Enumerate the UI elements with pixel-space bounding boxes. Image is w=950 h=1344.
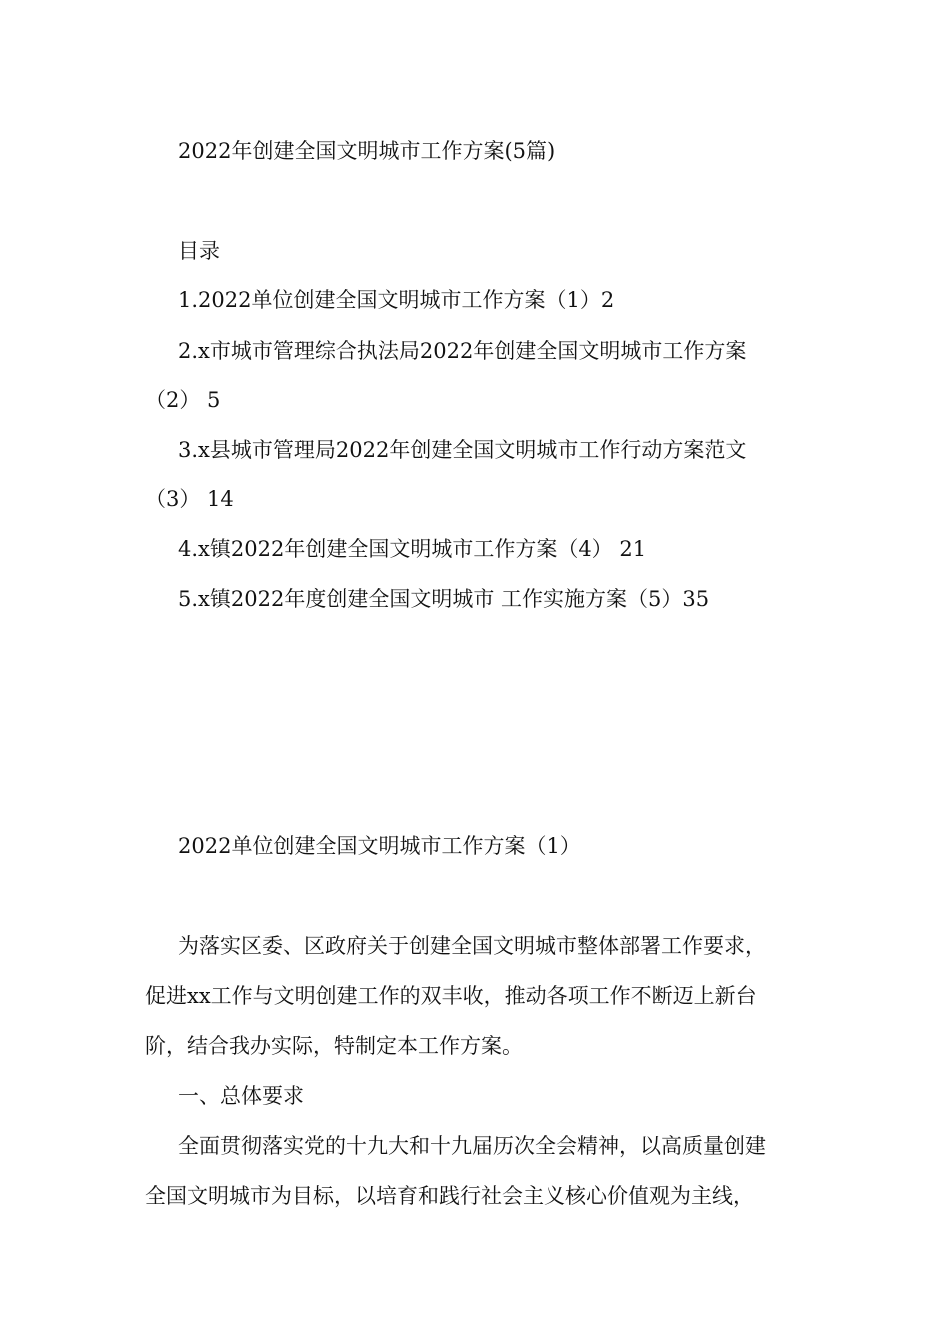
toc-item-1: 1.2022单位创建全国文明城市工作方案（1）2 — [178, 288, 615, 312]
toc-item-2: 2.x市城市管理综合执法局2022年创建全国文明城市工作方案 — [178, 339, 747, 363]
paragraph-line: 全国文明城市为目标，以培育和践行社会主义核心价值观为主线， — [145, 1184, 754, 1208]
paragraph-line: 全面贯彻落实党的十九大和十九届历次全会精神，以高质量创建 — [178, 1134, 766, 1158]
document-title: 2022年创建全国文明城市工作方案(5篇) — [178, 139, 556, 163]
section-title: 2022单位创建全国文明城市工作方案（1） — [178, 834, 581, 858]
toc-item-3-continued: （3） 14 — [145, 487, 234, 511]
section-heading: 一、总体要求 — [178, 1084, 304, 1108]
paragraph-line: 阶，结合我办实际，特制定本工作方案。 — [145, 1034, 523, 1058]
toc-item-3: 3.x县城市管理局2022年创建全国文明城市工作行动方案范文 — [178, 438, 747, 462]
toc-item-5: 5.x镇2022年度创建全国文明城市 工作实施方案（5）35 — [178, 587, 710, 611]
paragraph-line: 促进xx工作与文明创建工作的双丰收，推动各项工作不断迈上新台 — [145, 984, 757, 1008]
toc-item-4: 4.x镇2022年创建全国文明城市工作方案（4） 21 — [178, 537, 647, 561]
toc-heading: 目录 — [178, 239, 220, 263]
toc-item-2-continued: （2） 5 — [145, 388, 221, 412]
paragraph-line: 为落实区委、区政府关于创建全国文明城市整体部署工作要求， — [178, 934, 766, 958]
